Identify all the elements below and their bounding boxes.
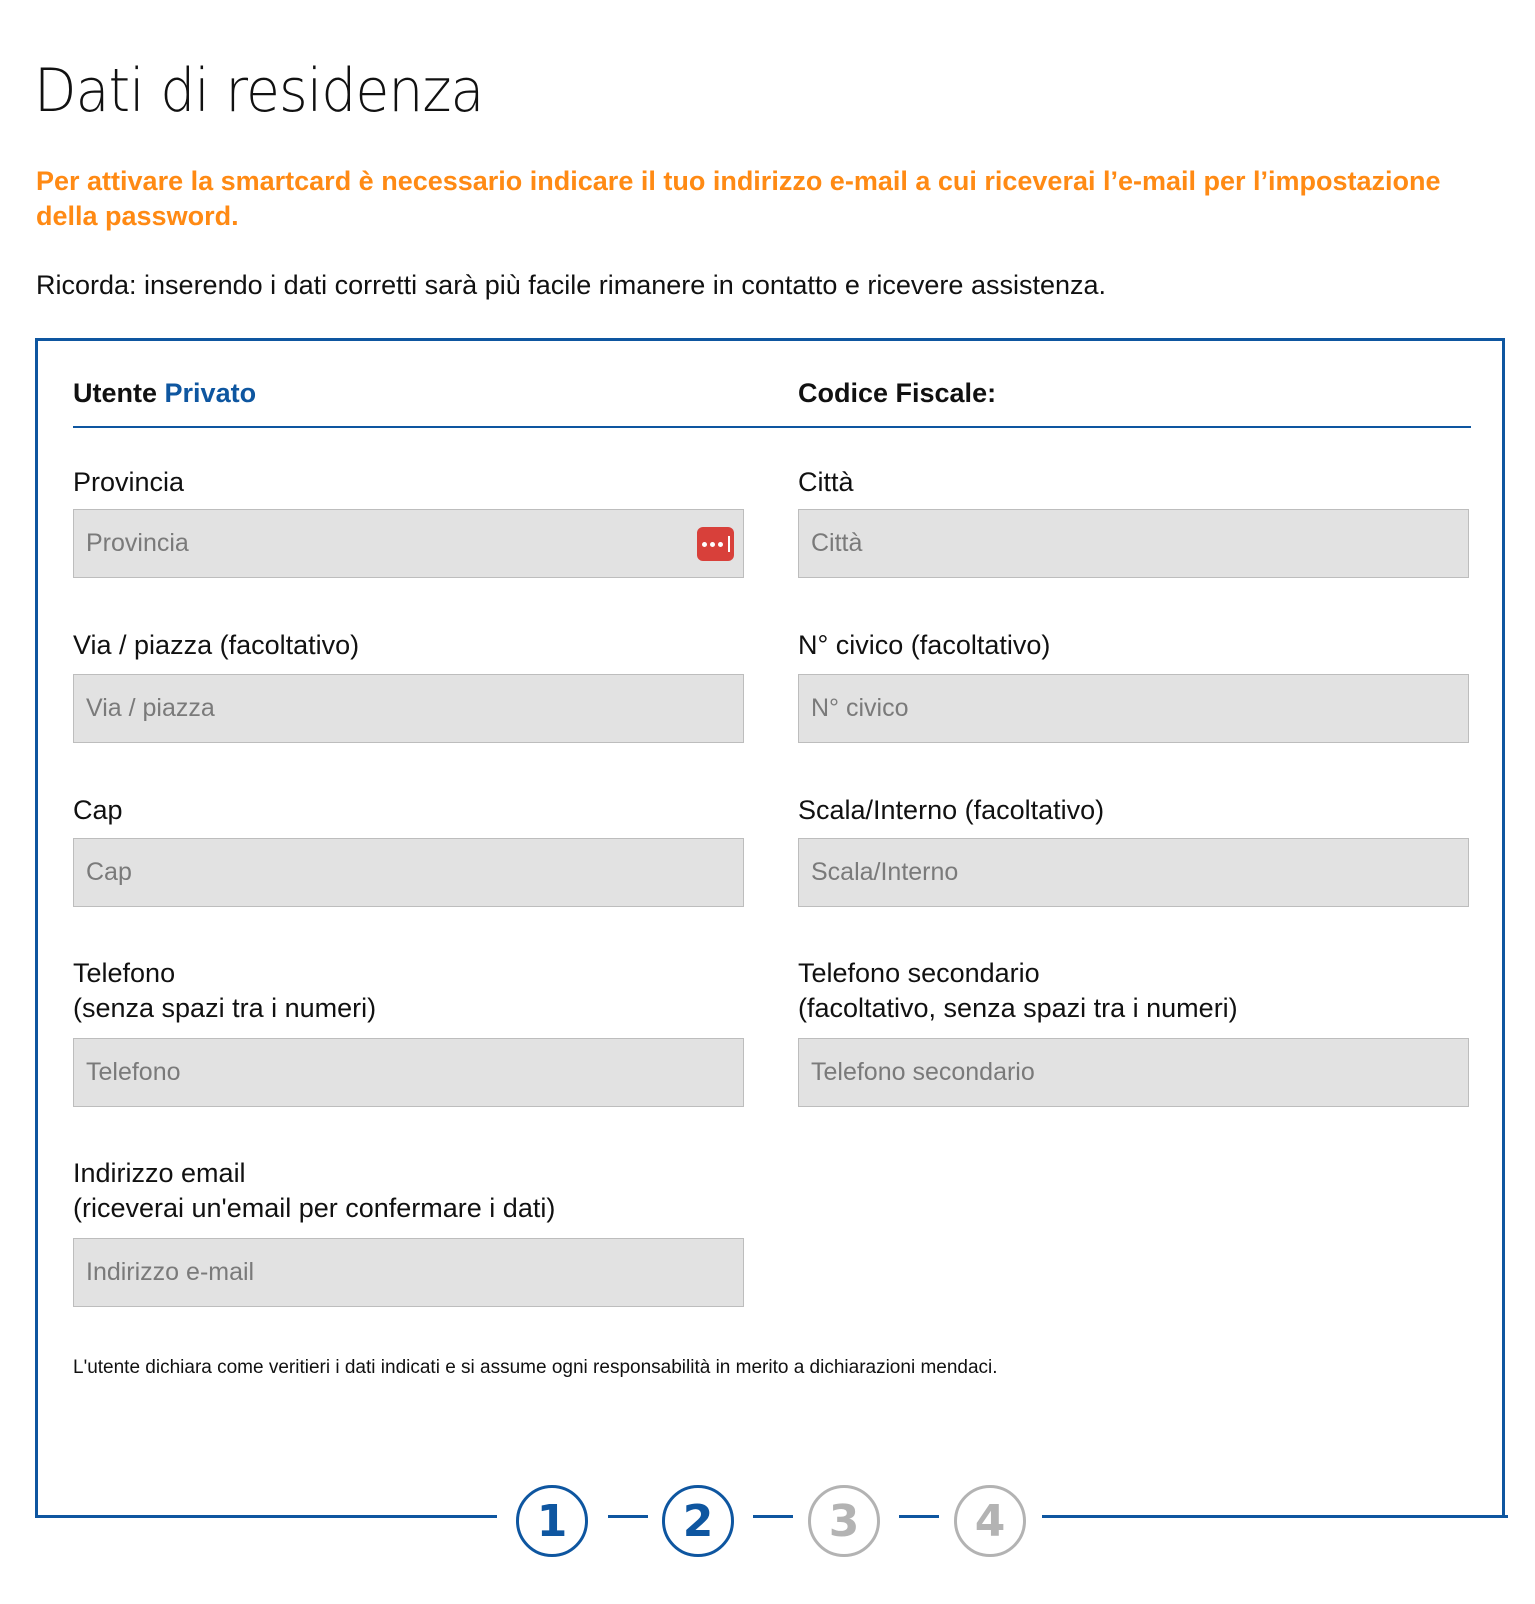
panel-border-bottom-right <box>1042 1515 1508 1518</box>
via-label: Via / piazza (facoltativo) <box>73 630 360 660</box>
reminder-text: Ricorda: inserendo i dati corretti sarà più facile rimanere in contatto e ricevere assistenza. <box>36 270 1107 300</box>
cap-input[interactable] <box>73 838 744 907</box>
step-connector <box>608 1515 648 1518</box>
email-label-title: Indirizzo email <box>73 1158 246 1188</box>
email-input[interactable] <box>73 1238 744 1307</box>
civico-input[interactable] <box>798 674 1469 743</box>
email-label-hint: (riceverai un'email per confermare i dati) <box>73 1193 556 1223</box>
telefono-label <box>73 956 376 1026</box>
step-1: 1 <box>516 1485 588 1557</box>
telefono-secondario-label <box>798 956 1238 1026</box>
step-2: 2 <box>662 1485 734 1557</box>
scala-label: Scala/Interno (facoltativo) <box>798 795 1105 825</box>
telefono-input[interactable] <box>73 1038 744 1107</box>
step-4: 4 <box>954 1485 1026 1557</box>
panel-border-bottom-left <box>35 1515 497 1518</box>
telefono-secondario-label-title: Telefono secondario <box>798 958 1040 988</box>
smartcard-notice: Per attivare la smartcard è necessario indicare il tuo indirizzo e-mail a cui riceverai l’e-mail per l’impostazione della password. <box>36 166 1441 231</box>
citta-input[interactable] <box>798 509 1469 578</box>
password-manager-dot <box>702 542 707 547</box>
scala-input[interactable] <box>798 838 1469 907</box>
password-manager-dot <box>718 542 723 547</box>
page-title: Dati di residenza <box>34 56 484 126</box>
telefono-secondario-input[interactable] <box>798 1038 1469 1107</box>
email-label <box>73 1156 555 1226</box>
telefono-secondario-label-hint: (facoltativo, senza spazi tra i numeri) <box>798 993 1238 1023</box>
telefono-label-title: Telefono <box>73 958 176 988</box>
disclaimer-text: L'utente dichiara come veritieri i dati indicati e si assume ogni responsabilità in merito a dichiarazioni mendaci. <box>73 1357 998 1378</box>
civico-label: N° civico (facoltativo) <box>798 630 1051 660</box>
password-manager-dot <box>710 542 715 547</box>
user-type-heading <box>73 376 256 410</box>
tax-code-heading: Codice Fiscale: <box>798 378 997 408</box>
step-3: 3 <box>808 1485 880 1557</box>
citta-label: Città <box>798 467 854 497</box>
telefono-label-hint: (senza spazi tra i numeri) <box>73 993 377 1023</box>
user-type-value: Privato <box>164 378 257 408</box>
password-manager-icon[interactable] <box>697 527 734 561</box>
step-connector <box>753 1515 793 1518</box>
cap-label: Cap <box>73 795 123 825</box>
provincia-input[interactable] <box>73 509 744 578</box>
provincia-label: Provincia <box>73 467 185 497</box>
via-input[interactable] <box>73 674 744 743</box>
header-divider <box>73 426 1471 428</box>
step-connector <box>899 1515 939 1518</box>
panel-border-corner <box>1505 1515 1508 1518</box>
user-type-prefix: Utente <box>73 378 158 408</box>
password-manager-cursor <box>728 536 730 552</box>
